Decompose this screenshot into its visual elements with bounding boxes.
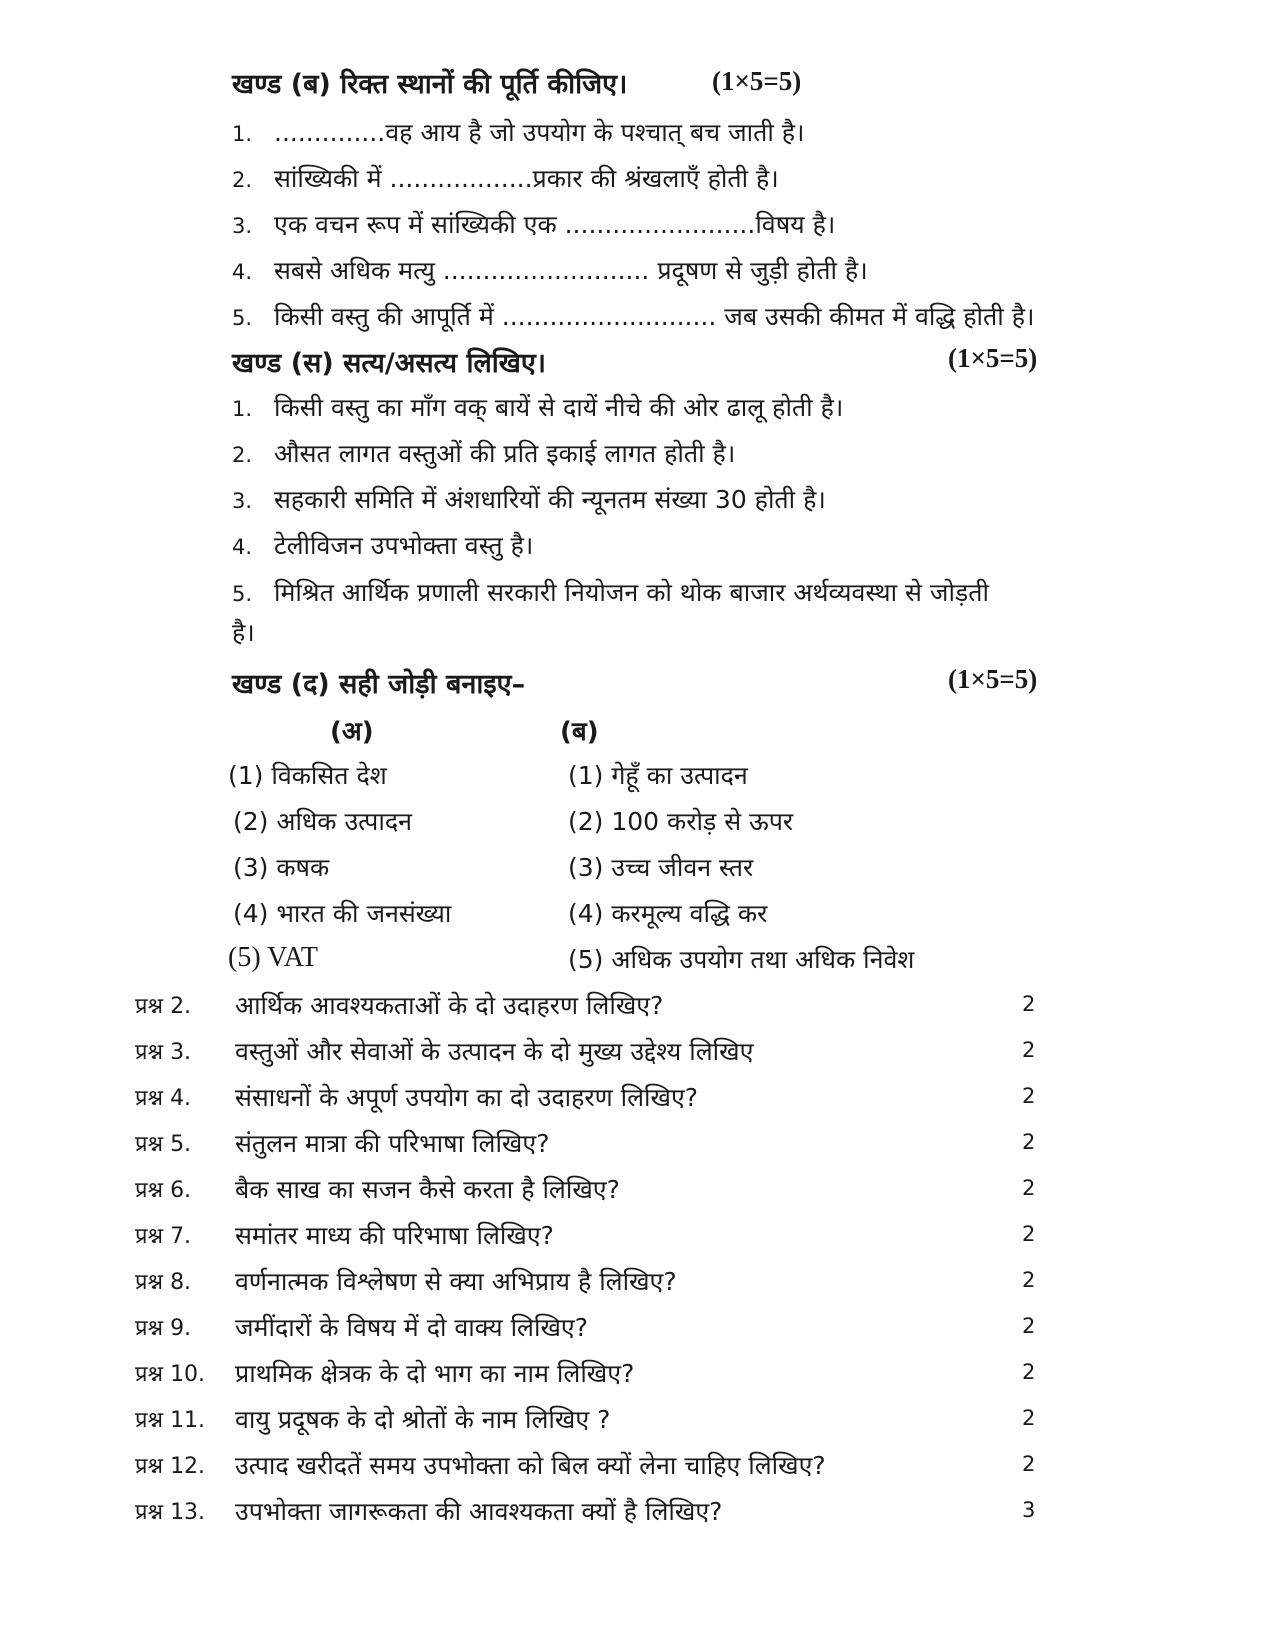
list-item: 5. किसी वस्तु की आपूर्ति में ........................... जब उसकी कीमत में वद्धि होती है।: [232, 302, 1035, 331]
question-marks: 2: [1022, 1452, 1036, 1476]
list-item: 3. सहकारी समिति में अंशधारियों की न्यूनतम संख्या 30 होती है।: [232, 485, 826, 514]
question-label: प्रश्न 8.: [135, 1270, 192, 1295]
question-marks: 2: [1022, 1084, 1036, 1108]
question-label: प्रश्न 12.: [135, 1454, 206, 1479]
question-marks: 2: [1022, 992, 1036, 1016]
question-marks: 2: [1022, 1222, 1036, 1246]
list-item: 2. औसत लागत वस्तुओं की प्रति इकाई लागत होती है।: [232, 439, 736, 468]
column-a-item: (2) अधिक उत्पादन: [233, 807, 412, 836]
question-label: प्रश्न 6.: [135, 1178, 192, 1203]
question-text: संसाधनों के अपूर्ण उपयोग का दो उदाहरण लिखिए?: [235, 1083, 699, 1112]
section-b-title: खण्ड (ब) रिक्त स्थानों की पूर्ति कीजिए।: [232, 69, 628, 100]
column-b-item: (1) गेहूँ का उत्पादन: [568, 761, 748, 790]
column-a-item: (1) विकसित देश: [228, 761, 387, 790]
question-marks: 2: [1022, 1038, 1036, 1062]
question-text: समांतर माध्य की परिभाषा लिखिए?: [235, 1221, 554, 1250]
question-text: वस्तुओं और सेवाओं के उत्पादन के दो मुख्य उद्देश्य लिखिए: [235, 1037, 754, 1066]
question-text: उत्पाद खरीदतें समय उपभोक्ता को बिल क्यों लेना चाहिए लिखिए?: [235, 1451, 826, 1480]
question-marks: 2: [1022, 1314, 1036, 1338]
question-text: संतुलन मात्रा की परिभाषा लिखिए?: [235, 1129, 550, 1158]
column-b-heading: (ब): [560, 717, 599, 747]
question-text: उपभोक्ता जागरूकता की आवश्यकता क्यों है लिखिए?: [235, 1497, 723, 1526]
column-a-item: (3) कषक: [233, 853, 330, 882]
column-b-item: (4) करमूल्य वद्धि कर: [568, 899, 768, 928]
column-b-item: (3) उच्च जीवन स्तर: [568, 853, 754, 882]
question-text: जमींदारों के विषय में दो वाक्य लिखिए?: [235, 1313, 589, 1342]
question-label: प्रश्न 11.: [135, 1408, 206, 1433]
list-item: 1. ..............वह आय है जो उपयोग के पश्चात् बच जाती है।: [232, 118, 805, 147]
list-item: 4. सबसे अधिक मत्यु .......................... प्रदूषण से जुड़ी होती है।: [232, 256, 868, 285]
section-d-marks: (1×5=5): [948, 664, 1038, 694]
list-item: 4. टेलीविजन उपभोक्ता वस्तु है।: [232, 531, 534, 560]
section-c-marks: (1×5=5): [948, 343, 1038, 373]
column-b-item: (5) अधिक उपयोग तथा अधिक निवेश: [568, 945, 915, 974]
question-text: प्राथमिक क्षेत्रक के दो भाग का नाम लिखिए?: [235, 1359, 635, 1388]
question-label: प्रश्न 13.: [135, 1500, 206, 1525]
question-marks: 2: [1022, 1268, 1036, 1292]
question-marks: 2: [1022, 1406, 1036, 1430]
question-text: वर्णनात्मक विश्लेषण से क्या अभिप्राय है लिखिए?: [235, 1267, 677, 1296]
section-b-marks: (1×5=5): [712, 66, 802, 96]
question-marks: 2: [1022, 1130, 1036, 1154]
question-marks: 3: [1022, 1498, 1036, 1522]
column-a-item: (4) भारत की जनसंख्या: [233, 899, 452, 928]
list-item: 2. सांख्यिकी में ..................प्रकार की श्रंखलाएँ होती है।: [232, 164, 779, 193]
section-c-title: खण्ड (स) सत्य/असत्य लिखिए।: [232, 348, 547, 379]
question-marks: 2: [1022, 1176, 1036, 1200]
question-text: बैक साख का सजन कैसे करता है लिखिए?: [235, 1175, 620, 1204]
section-d-title: खण्ड (द) सही जोड़ी बनाइए–: [232, 669, 526, 700]
question-label: प्रश्न 4.: [135, 1086, 192, 1111]
question-label: प्रश्न 2.: [135, 994, 192, 1019]
column-a-item: (5) VAT: [228, 942, 318, 973]
list-item: 1. किसी वस्तु का माँग वक् बायें से दायें नीचे की ओर ढालू होती है।: [232, 393, 844, 422]
question-label: प्रश्न 9.: [135, 1316, 192, 1341]
question-label: प्रश्न 10.: [135, 1362, 206, 1387]
question-label: प्रश्न 7.: [135, 1224, 192, 1249]
question-label: प्रश्न 3.: [135, 1040, 192, 1065]
question-text: आर्थिक आवश्यकताओं के दो उदाहरण लिखिए?: [235, 991, 664, 1020]
column-a-heading: (अ): [330, 717, 374, 747]
question-label: प्रश्न 5.: [135, 1132, 192, 1157]
column-b-item: (2) 100 करोड़ से ऊपर: [568, 807, 794, 836]
question-marks: 2: [1022, 1360, 1036, 1384]
question-text: वायु प्रदूषक के दो श्रोतों के नाम लिखिए ?: [235, 1405, 611, 1434]
list-item: 5. मिश्रित आर्थिक प्रणाली सरकारी नियोजन को थोक बाजार अर्थव्यवस्था से जोड़ती: [232, 578, 990, 607]
list-item: 3. एक वचन रूप में सांख्यिकी एक ........................विषय है।: [232, 210, 836, 239]
list-item-continuation: है।: [232, 618, 255, 647]
